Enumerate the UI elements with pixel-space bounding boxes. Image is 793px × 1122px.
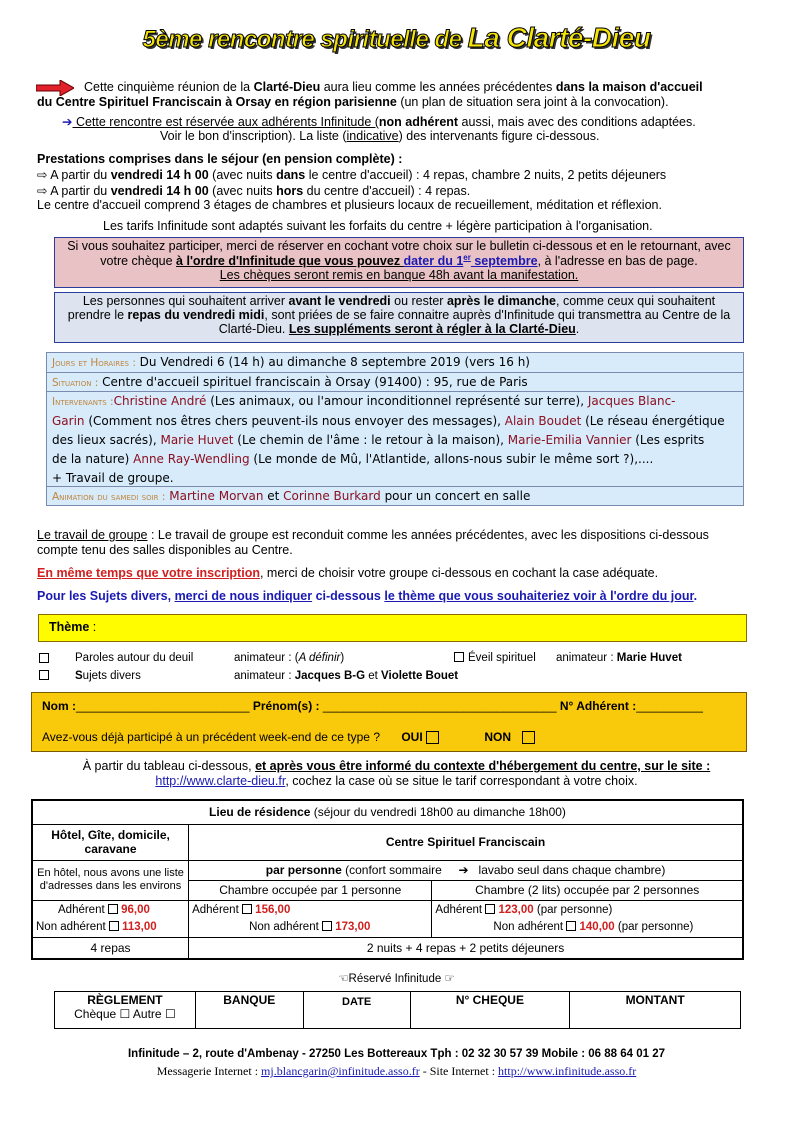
page-title: 5ème rencontre spirituelle de La Clarté-Dieu xyxy=(142,22,651,53)
email-link[interactable]: mj.blancgarin@infinitude.asso.fr xyxy=(261,1064,420,1078)
footer-contact: Messagerie Internet : mj.blancgarin@infinitude.asso.fr - Site Internet : http://www.infinitude.asso.fr xyxy=(156,1064,637,1078)
prenom-field[interactable]: ___________________________________ xyxy=(322,699,557,713)
theme-field[interactable]: Thème : xyxy=(38,614,747,642)
group-deuil-animateur: animateur : (A définir) xyxy=(234,652,345,664)
oui-checkbox[interactable] xyxy=(426,731,439,744)
group-deuil-label: Paroles autour du deuil xyxy=(75,652,194,664)
intro-line-1: Cette cinquième réunion de la Clarté-Dieu aura lieu comme les années précédentes dans la maison d'accueil xyxy=(84,80,703,94)
site-link[interactable]: http://www.infinitude.asso.fr xyxy=(498,1064,637,1078)
hotel-adherent-checkbox[interactable] xyxy=(108,904,118,914)
intro-line-3: ➔ Cette rencontre est réservée aux adhérents Infinitude (non adhérent aussi, mais avec des conditions adaptées. xyxy=(62,115,696,129)
group-sujets-label: Sujets divers xyxy=(75,670,141,682)
prestations-heading: Prestations comprises dans le séjour (en pension complète) : xyxy=(37,152,403,166)
group-sujets-animateur: animateur : Jacques B-G et Violette Bouet xyxy=(234,670,459,682)
hand-left-icon: ☜ xyxy=(338,973,349,985)
nom-field[interactable]: __________________________ xyxy=(76,699,250,713)
group-deuil-checkbox[interactable] xyxy=(39,653,49,663)
cheque-autre-checkboxes[interactable]: Chèque ☐ Autre ☐ xyxy=(74,1007,176,1021)
group-eveil-checkbox[interactable] xyxy=(454,652,464,662)
double-non-adherent-checkbox[interactable] xyxy=(566,921,576,931)
animation-row: Animation du samedi soir : Martine Morvan et Corinne Burkard pour un concert en salle xyxy=(47,486,743,507)
travail-line-1: Le travail de groupe : Le travail de groupe est reconduit comme les années précédentes, avec les dispositions ci-dessous xyxy=(37,528,709,542)
prestation-b: ⇨ A partir du vendredi 14 h 00 (avec nuits hors du centre d'accueil) : 4 repas. xyxy=(37,184,471,198)
intro-line-4: Voir le bon d'inscription). La liste (indicative) des intervenants figure ci-dessous. xyxy=(160,129,600,143)
event-info-box xyxy=(46,352,744,506)
group-eveil-animateur: animateur : Marie Huvet xyxy=(556,652,682,664)
group-eveil-label: Éveil spirituel xyxy=(468,652,536,664)
jours-row: Jours et Horaires : Du Vendredi 6 (14 h) au dimanche 8 septembre 2019 (vers 16 h) xyxy=(52,355,530,369)
prestation-a: ⇨ A partir du vendredi 14 h 00 (avec nuits dans le centre d'accueil) : 4 repas, chambre 2 nuits, 2 petits déjeuners xyxy=(37,168,667,182)
non-checkbox[interactable] xyxy=(522,731,535,744)
supplements-box: Les personnes qui souhaitent arriver avant le vendredi ou rester après le dimanche, comme ceux qui souhaitent prendre le repas du vendredi midi, sont priées de se faire connaitre auprès d'Infinitude qui transmettra au Centre de la Clarté-Dieu. Les suppléments seront à régler à la Clarté-Dieu. xyxy=(54,292,744,343)
travail-line-2: compte tenu des salles disponibles au Centre. xyxy=(37,543,293,557)
prestation-c: Le centre d'accueil comprend 3 étages de chambres et plusieurs locaux de recueillement, méditation et réflexion. xyxy=(37,198,662,212)
reserve-infinitude: ☜Réservé Infinitude ☞ xyxy=(338,973,455,985)
travail-line-4: Pour les Sujets divers, merci de nous indiquer ci-dessous le thème que vous souhaiteriez voir à l'ordre du jour. xyxy=(37,589,698,603)
group-sujets-checkbox[interactable] xyxy=(39,670,49,680)
intervenants-row: Intervenants :Christine André (Les animaux, ou l'amour inconditionnel représenté sur terre), Jacques Blanc- Garin (Comment nos êtres chers peuvent-ils nous envoyer des messages), Alain Boudet (Le réseau énergétique des lieux sacrés), Marie Huvet (Le chemin de l'âme : le retour à la maison), Marie-Emilia Vannier (Les esprits de la nature) Anne Ray-Wendling (Le monde de Mû, l'Atlantide, allons-nous subir le même sort ?),.... + Travail de groupe. xyxy=(47,391,743,486)
hotel-non-adherent-checkbox[interactable] xyxy=(109,921,119,931)
tarif-line-2: http://www.clarte-dieu.fr, cochez la case où se situe le tarif correspondant à votre choix. xyxy=(155,774,638,788)
travail-line-3: En même temps que votre inscription, merci de choisir votre groupe ci-dessous en cochant la case adéquate. xyxy=(37,566,659,580)
arrow-right-icon: ➔ xyxy=(458,863,469,877)
single-adherent-checkbox[interactable] xyxy=(242,904,252,914)
red-arrow-icon xyxy=(36,80,74,96)
tarif-table: Lieu de résidence (séjour du vendredi 18h00 au dimanche 18h00) Hôtel, Gîte, domicile, caravane Centre Spirituel Franciscain En hôtel, nous avons une liste d'adresses dans les environs par personne (confort sommaire ➔ lavabo seul dans chaque chambre) Chambre occupée par 1 personne Chambre (2 lits) occupée par 2 personnes Adhérent 96,00 Non adhérent 113,00 Adhérent 156,00 Non adhérent 173,00 Adhérent 123,00 (par personne) Non adhérent 140,00 (par personne) 4 repas 2 nuits + 4 repas + 2 petits déjeuners xyxy=(31,799,744,960)
hand-right-icon: ☞ xyxy=(441,973,455,985)
payment-table: RÈGLEMENT Chèque ☐ Autre ☐ BANQUE DATE N° CHEQUE MONTANT xyxy=(54,991,741,1029)
tarif-line-1: À partir du tableau ci-dessous, et après vous être informé du contexte d'hébergement du centre, sur le site : xyxy=(82,759,711,773)
intro-line-2: du Centre Spirituel Franciscain à Orsay en région parisienne (un plan de situation sera joint à la convocation). xyxy=(37,95,669,109)
num-adherent-field[interactable]: __________ xyxy=(636,699,703,713)
prestation-d: Les tarifs Infinitude sont adaptés suivant les forfaits du centre + légère participation à l'organisation. xyxy=(103,219,653,233)
double-adherent-checkbox[interactable] xyxy=(485,904,495,914)
registration-form: Nom :__________________________ Prénom(s) : ___________________________________ N° Adhérent :__________ Avez-vous déjà participé à un précédent week-end de ce type ? OUI NON xyxy=(31,692,747,752)
reservation-box: Si vous souhaitez participer, merci de réserver en cochant votre choix sur le bulletin ci-dessous et en le retournant, avec votre chèque à l'ordre d'Infinitude que vous pouvez dater du 1er septembre, à l'adresse en bas de page. Les chèques seront remis en banque 48h avant la manifestation. xyxy=(54,237,744,288)
arrow-icon: ➔ xyxy=(62,115,73,129)
situation-row: Situation : Centre d'accueil spirituel franciscain à Orsay (91400) : 95, rue de Paris xyxy=(47,372,743,393)
clarte-dieu-link[interactable]: http://www.clarte-dieu.fr xyxy=(155,774,286,788)
single-non-adherent-checkbox[interactable] xyxy=(322,921,332,931)
footer-address: Infinitude – 2, route d'Ambenay - 27250 Les Bottereaux Tph : 02 32 30 57 39 Mobile : 06 88 64 01 27 xyxy=(127,1048,666,1060)
